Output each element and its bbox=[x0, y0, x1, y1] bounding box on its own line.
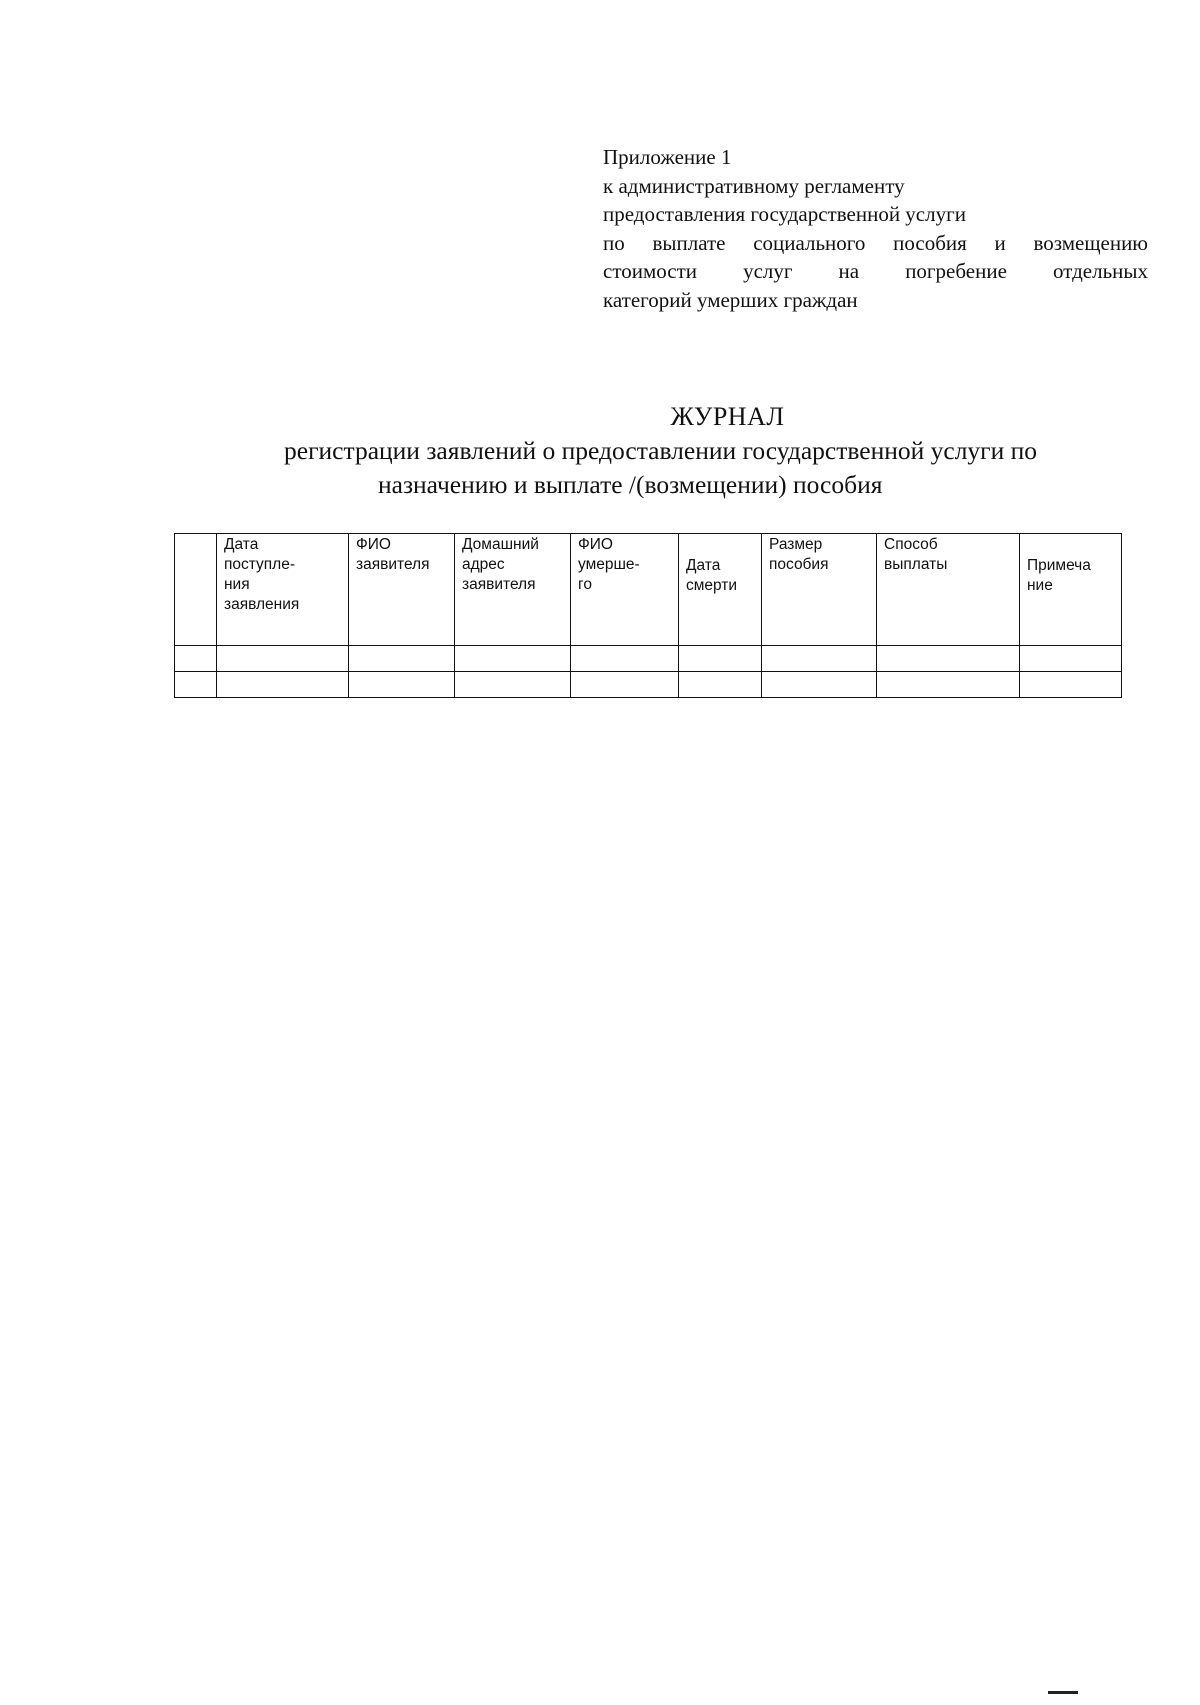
table-cell bbox=[217, 646, 349, 672]
table-cell bbox=[349, 646, 455, 672]
scan-artifact-mark bbox=[1048, 1691, 1078, 1694]
table-cell bbox=[571, 672, 679, 698]
table-cell bbox=[762, 646, 877, 672]
journal-title: ЖУРНАЛ bbox=[670, 402, 785, 431]
table-cell bbox=[877, 646, 1020, 672]
appendix-line: к административному регламенту bbox=[603, 173, 905, 198]
table-cell bbox=[175, 646, 217, 672]
table-cell bbox=[455, 646, 571, 672]
appendix-line: Приложение 1 bbox=[603, 145, 732, 169]
appendix-line: предоставления государственной услуги bbox=[603, 202, 966, 226]
header-cell-number bbox=[175, 534, 217, 646]
table-cell bbox=[175, 672, 217, 698]
table-cell bbox=[762, 672, 877, 698]
journal-subtitle-line-2: назначению и выплате /(возмещении) пособия bbox=[378, 470, 883, 499]
table-row bbox=[175, 672, 1122, 698]
header-cell-death-date: Дата смерти bbox=[679, 534, 762, 646]
table-cell bbox=[1020, 646, 1122, 672]
table-cell bbox=[679, 672, 762, 698]
header-cell-home-address: Домашний адрес заявителя bbox=[455, 534, 571, 646]
header-cell-note: Примеча ние bbox=[1020, 534, 1122, 646]
table-cell bbox=[571, 646, 679, 672]
table-header-row bbox=[175, 534, 1122, 646]
table-cell bbox=[1020, 672, 1122, 698]
header-cell-received-date: Дата поступле- ния заявления bbox=[217, 534, 349, 646]
appendix-line: по выплате социального пособия и возмещению bbox=[603, 230, 1148, 255]
header-cell-applicant-name: ФИО заявителя bbox=[349, 534, 455, 646]
header-cell-benefit-amount: Размер пособия bbox=[762, 534, 877, 646]
appendix-line: стоимости услуг на погребение отдельных bbox=[603, 259, 1148, 283]
journal-title-block bbox=[250, 400, 1150, 499]
table-cell bbox=[217, 672, 349, 698]
table-cell bbox=[679, 646, 762, 672]
table-cell bbox=[349, 672, 455, 698]
table-cell bbox=[877, 672, 1020, 698]
journal-table bbox=[174, 533, 1122, 698]
appendix-line: категорий умерших граждан bbox=[603, 287, 858, 312]
journal-subtitle-line-1: регистрации заявлений о предоставлении государственной услуги по bbox=[284, 436, 1038, 465]
table-row bbox=[175, 646, 1122, 672]
header-cell-deceased-name: ФИО умерше- го bbox=[571, 534, 679, 646]
header-cell-payment-method: Способ выплаты bbox=[877, 534, 1020, 646]
table-cell bbox=[455, 672, 571, 698]
appendix-note bbox=[603, 143, 1148, 314]
